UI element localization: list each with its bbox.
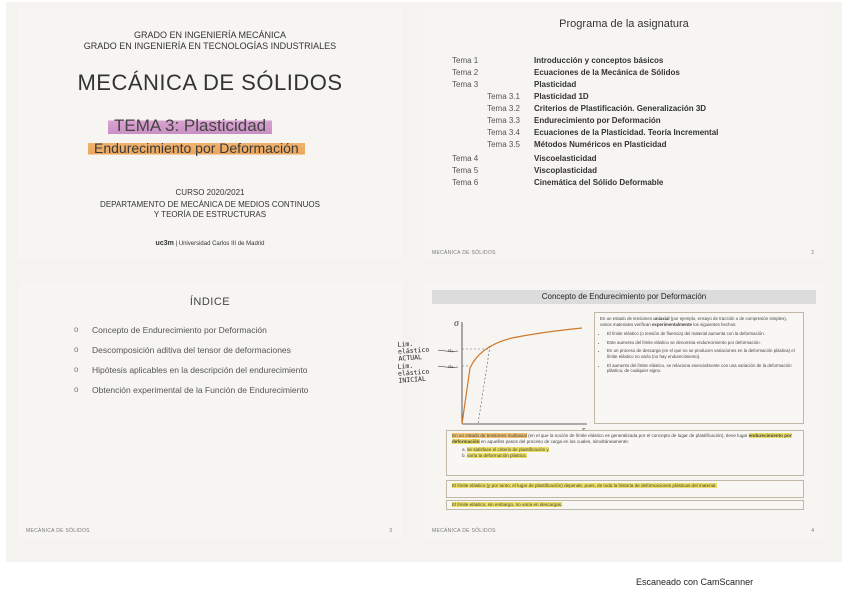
university-name: | Universidad Carlos III de Madrid bbox=[175, 241, 265, 247]
history-box: El límite elástico (y por tanto, el lugar de plastificación) depende, pues, de toda la historia de deformaciones plásticas del material. bbox=[446, 480, 804, 498]
slide-footer: MECÁNICA DE SÓLIDOS bbox=[432, 528, 496, 534]
slide-programa bbox=[424, 8, 824, 260]
condition-list bbox=[452, 447, 798, 459]
programme-name: Métodos Numéricos en Plasticidad bbox=[534, 140, 667, 149]
list-item: • El límite elástico (o tensión de fluencia) del material aumenta con la deformación. bbox=[607, 331, 798, 337]
department-line-1: DEPARTAMENTO DE MECÁNICA DE MEDIOS CONTINUOS bbox=[100, 200, 320, 209]
facts-box bbox=[594, 312, 804, 424]
programme-number: Tema 5 bbox=[452, 166, 479, 175]
programme-number: Tema 1 bbox=[452, 56, 479, 65]
programme-number: Tema 3 bbox=[452, 80, 479, 89]
course-title: MECÁNICA DE SÓLIDOS bbox=[77, 70, 343, 95]
list-item: o Descomposición aditiva del tensor de deformaciones bbox=[74, 344, 374, 356]
slide-footer: MECÁNICA DE SÓLIDOS bbox=[26, 528, 90, 534]
unloading-line bbox=[478, 346, 490, 424]
programme-name: Ecuaciones de la Mecánica de Sólidos bbox=[534, 68, 680, 77]
programme-number: Tema 3.1 bbox=[487, 92, 520, 101]
slide-number: 2 bbox=[811, 250, 814, 256]
slide-heading: Programa de la asignatura bbox=[559, 18, 689, 30]
initial-yield-label: σ₀ bbox=[448, 364, 454, 370]
programme-name: Introducción y conceptos básicos bbox=[534, 56, 664, 65]
university-logo bbox=[18, 240, 402, 247]
index-list bbox=[74, 324, 374, 404]
handwritten-note: Lim. elástico INICIAL bbox=[397, 361, 430, 385]
slide-indice bbox=[18, 282, 402, 538]
list-item: o Concepto de Endurecimiento por Deformación bbox=[74, 324, 374, 336]
topic-title: TEMA 3: Plasticidad bbox=[108, 116, 272, 136]
degree-line-1: GRADO EN INGENIERÍA MECÁNICA bbox=[133, 30, 287, 40]
programme-name: Ecuaciones de la Plasticidad. Teoría Incremental bbox=[534, 128, 719, 137]
programme-number: Tema 6 bbox=[452, 178, 479, 187]
stress-strain-diagram bbox=[432, 316, 592, 431]
scanner-watermark: Escaneado con CamScanner bbox=[636, 577, 754, 587]
programme-name: Viscoplasticidad bbox=[534, 166, 597, 175]
programme-number: Tema 3.2 bbox=[487, 104, 520, 113]
academic-year: CURSO 2020/2021 bbox=[175, 188, 245, 197]
slide-number: 4 bbox=[811, 528, 814, 534]
programme-name: Plasticidad 1D bbox=[534, 92, 589, 101]
list-item: • En un proceso de descarga (en el que no se producen variaciones en la deformación plástica) el límite elástico no varía (no hay endurecimiento). bbox=[607, 348, 798, 359]
list-item: b. varía la deformación plástica. bbox=[462, 453, 527, 458]
slide-heading: ÍNDICE bbox=[189, 296, 231, 308]
current-yield-label: σᵧ bbox=[448, 348, 454, 354]
programme-name: Cinemática del Sólido Deformable bbox=[534, 178, 664, 187]
slide-footer: MECÁNICA DE SÓLIDOS bbox=[432, 250, 496, 256]
list-item: a. se satisface el criterio de plastificación y bbox=[462, 447, 549, 452]
y-axis-label: σ bbox=[454, 319, 460, 328]
department-line-2: Y TEORÍA DE ESTRUCTURAS bbox=[153, 210, 267, 219]
programme-number: Tema 4 bbox=[452, 154, 479, 163]
list-item: • El aumento del límite elástico, se relaciona esencialmente con una variación de la deformación plástica, de cualquier signo. bbox=[607, 363, 798, 374]
slide-number: 3 bbox=[389, 528, 392, 534]
unloading-box: El límite elástico, sin embargo, no varía en descargas. bbox=[446, 500, 804, 510]
programme-number: Tema 3.3 bbox=[487, 116, 520, 125]
list-item: • Este aumento del límite elástico se denomina endurecimiento por deformación. bbox=[607, 340, 798, 346]
programme-name: Plasticidad bbox=[534, 80, 577, 89]
programme-number: Tema 3.5 bbox=[487, 140, 520, 149]
uc3m-logo: uc3m bbox=[155, 240, 174, 247]
list-item: o Obtención experimental de la Función de Endurecimiento bbox=[74, 384, 374, 396]
programme-name: Criterios de Plastificación. Generalización 3D bbox=[534, 104, 707, 113]
programme-number: Tema 3.4 bbox=[487, 128, 520, 137]
topic-subtitle: Endurecimiento por Deformación bbox=[88, 140, 305, 156]
slide-heading: Concepto de Endurecimiento por Deformación bbox=[432, 290, 816, 304]
degree-line-2: GRADO EN INGENIERÍA EN TECNOLOGÍAS INDUSTRIALES bbox=[83, 41, 337, 51]
list-item: o Hipótesis aplicables en la descripción del endurecimiento bbox=[74, 364, 374, 376]
slide-concepto bbox=[397, 282, 824, 538]
programme-name: Endurecimiento por Deformación bbox=[534, 116, 661, 125]
handwritten-note: Lim. elástico ACTUAL bbox=[397, 339, 430, 363]
programme-name: Viscoelasticidad bbox=[534, 154, 597, 163]
slide-title bbox=[18, 8, 402, 260]
facts-intro: En un estado de tensiones uniaxial (por ejemplo, ensayo de tracción o de compresión simples), varios materiales verifican experimentalmente los siguientes hechos: bbox=[600, 316, 787, 327]
multiaxial-box: En un estado de tensiones multiaxial (en el que la noción de límite elástico es generalizada por el concepto de lugar de plastificación), tiene lugar endurecimiento por deformación en aquellos pasos del proceso de carga en los cuales, simultáneamente: a. se satisface el criterio de plastificación y b. varía la deformación plástica. bbox=[446, 430, 804, 476]
programme-number: Tema 2 bbox=[452, 68, 479, 77]
